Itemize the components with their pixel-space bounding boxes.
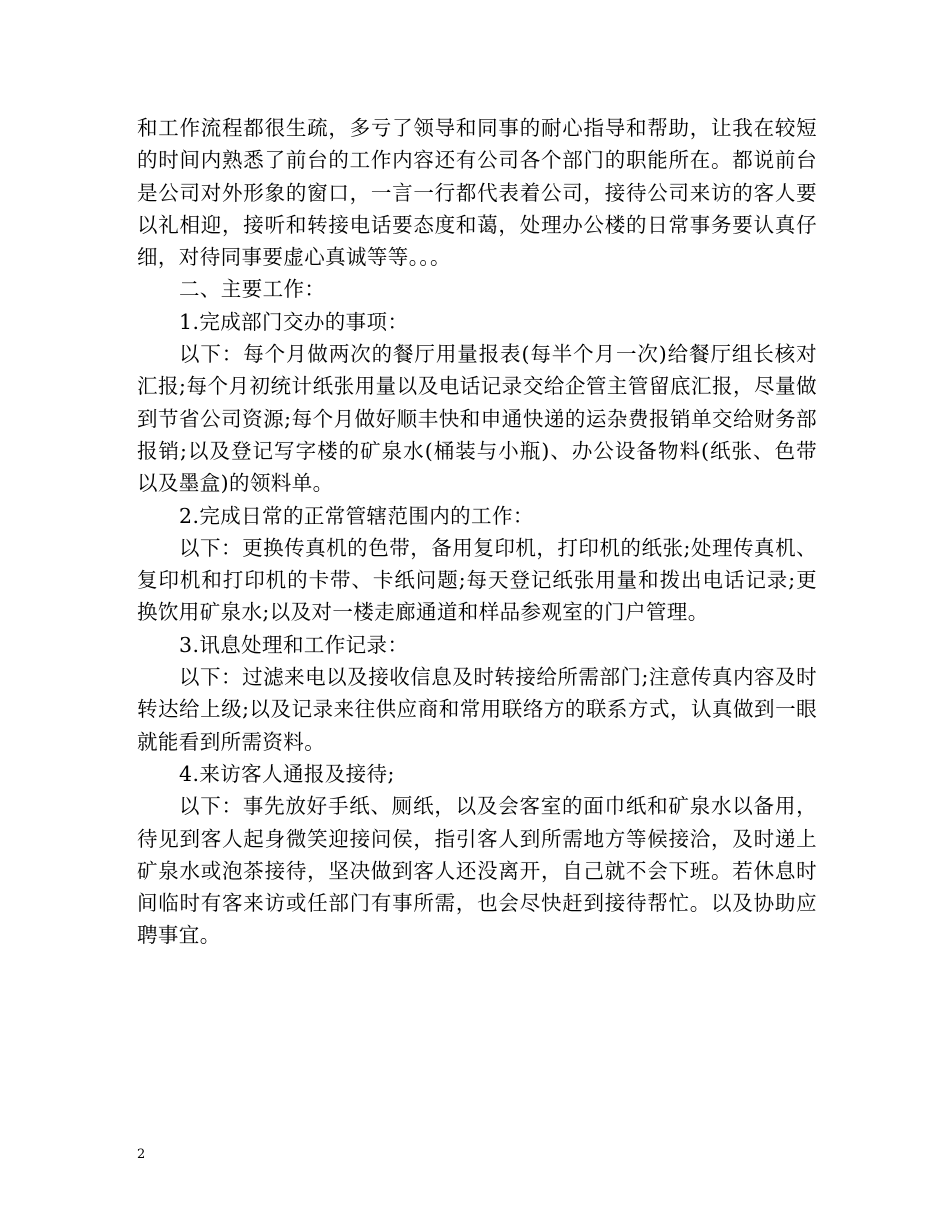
item-heading-4: 4.来访客人通报及接待; bbox=[179, 761, 395, 786]
item-body-4: 以下：事先放好手纸、厕纸，以及会客室的面巾纸和矿泉水以备用，待见到客人起身微笑迎接问侯，指引客人到所需地方等候接洽，及时递上矿泉水或泡茶接待，坚决做到客人还没离开，自己就不会下班。若休息时间临时有客来访或任部门有事所需，也会尽快赶到接待帮忙。以及协助应聘事宜。 bbox=[137, 794, 817, 948]
item-heading-1: 1.完成部门交办的事项： bbox=[179, 309, 409, 334]
item-body-1: 以下：每个月做两次的餐厅用量报表(每半个月一次)给餐厅组长核对汇报;每个月初统计纸张用量以及电话记录交给企管主管留底汇报，尽量做到节省公司资源;每个月做好顺丰快和申通快递的运杂费报销单交给财务部报销;以及登记写字楼的矿泉水(桶装与小瓶)、办公设备物料(纸张、色带以及墨盒)的领料单。 bbox=[137, 342, 817, 496]
item-body-2: 以下：更换传真机的色带，备用复印机，打印机的纸张;处理传真机、复印机和打印机的卡带、卡纸问题;每天登记纸张用量和拨出电话记录;更换饮用矿泉水;以及对一楼走廊通道和样品参观室的门户管理。 bbox=[137, 535, 817, 625]
item-heading-2: 2.完成日常的正常管辖范围内的工作： bbox=[179, 503, 534, 528]
page-number: 2 bbox=[137, 1147, 146, 1162]
paragraph-intro-continued: 和工作流程都很生疏，多亏了领导和同事的耐心指导和帮助，让我在较短的时间内熟悉了前台的工作内容还有公司各个部门的职能所在。都说前台是公司对外形象的窗口，一言一行都代表着公司，接待公司来访的客人要以礼相迎，接听和转接电话要态度和蔼，处理办公楼的日常事务要认真仔细，对待同事要虚心真诚等等。。。 bbox=[137, 116, 817, 270]
document-body bbox=[137, 112, 817, 952]
item-heading-3: 3.讯息处理和工作记录： bbox=[179, 632, 409, 657]
item-body-3: 以下：过滤来电以及接收信息及时转接给所需部门;注意传真内容及时转达给上级;以及记录来往供应商和常用联络方的联系方式，认真做到一眼就能看到所需资料。 bbox=[137, 665, 817, 754]
section-heading-main-work: 二、主要工作： bbox=[179, 277, 326, 302]
